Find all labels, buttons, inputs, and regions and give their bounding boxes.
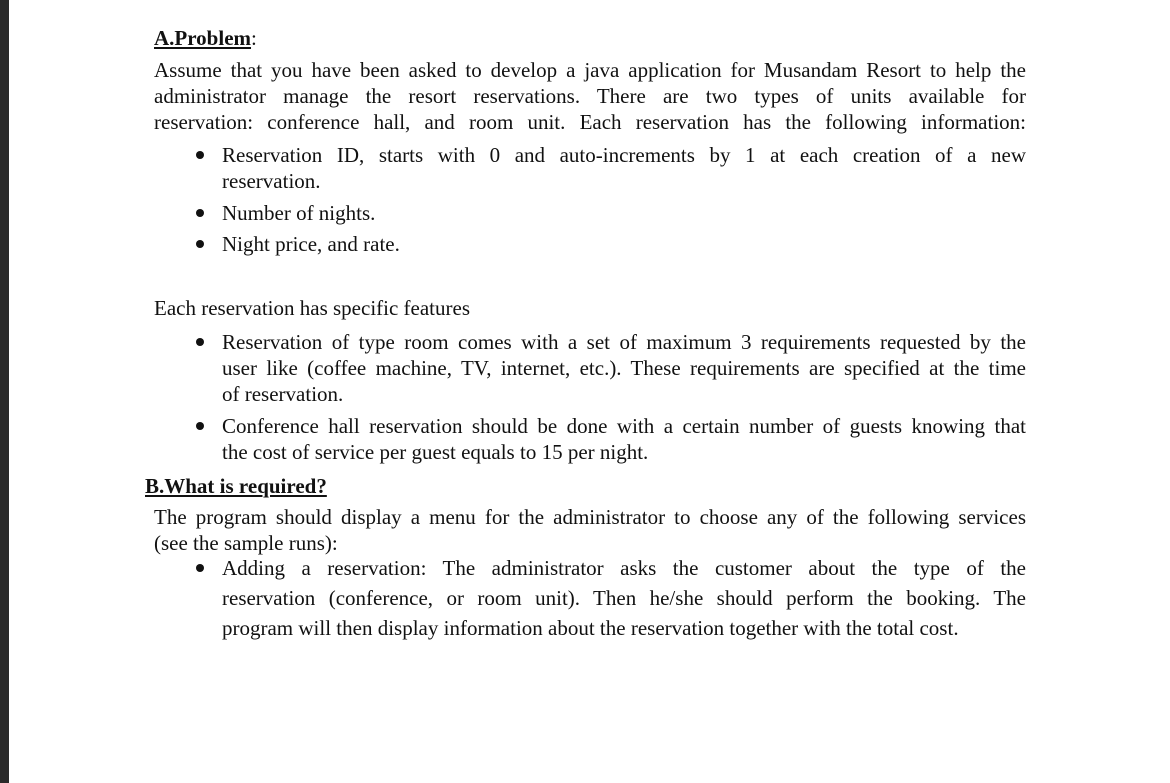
section-b-intro-line-2: (see the sample runs): — [154, 531, 338, 555]
section-b-bullet-line-1: Adding a reservation: The administrator asks the customer about the type of the — [222, 556, 1026, 580]
info-bullet-1-line-2: reservation. — [222, 169, 321, 193]
intro-line-2: administrator manage the resort reservations. There are two types of units available for — [154, 84, 1026, 108]
bullet-icon — [196, 209, 204, 217]
features-intro: Each reservation has specific features — [154, 296, 471, 320]
section-b-bullet-line-2: reservation (conference, or room unit). Then he/she should perform the booking. The — [222, 586, 1026, 610]
section-b-intro-line-1: The program should display a menu for the administrator to choose any of the following services — [154, 505, 1026, 529]
section-b-heading: B.What is required? — [145, 474, 327, 498]
bullet-icon — [196, 240, 204, 248]
bullet-icon — [196, 151, 204, 159]
feature-bullet-2-line-1: Conference hall reservation should be done with a certain number of guests knowing that — [222, 414, 1026, 438]
info-bullet-3: Night price, and rate. — [222, 232, 400, 256]
section-a-heading — [154, 26, 257, 51]
bullet-icon — [196, 338, 204, 346]
info-bullet-1-line-1: Reservation ID, starts with 0 and auto-increments by 1 at each creation of a new — [222, 143, 1026, 167]
section-a-colon: : — [251, 26, 257, 50]
document-page — [9, 0, 1170, 783]
feature-bullet-1-line-2: user like (coffee machine, TV, internet, etc.). These requirements are specified at the time — [222, 356, 1026, 380]
section-b-bullet-line-3: program will then display information about the reservation together with the total cost. — [222, 616, 959, 640]
intro-line-3: reservation: conference hall, and room unit. Each reservation has the following information: — [154, 110, 1026, 134]
intro-line-1: Assume that you have been asked to develop a java application for Musandam Resort to help the — [154, 58, 1026, 82]
feature-bullet-2-line-2: the cost of service per guest equals to 15 per night. — [222, 440, 649, 464]
feature-bullet-1-line-3: of reservation. — [222, 382, 344, 406]
section-a-title: A.Problem — [154, 26, 252, 50]
bullet-icon — [196, 564, 204, 572]
info-bullet-2: Number of nights. — [222, 201, 376, 225]
feature-bullet-1-line-1: Reservation of type room comes with a set of maximum 3 requirements requested by the — [222, 330, 1026, 354]
bullet-icon — [196, 422, 204, 430]
